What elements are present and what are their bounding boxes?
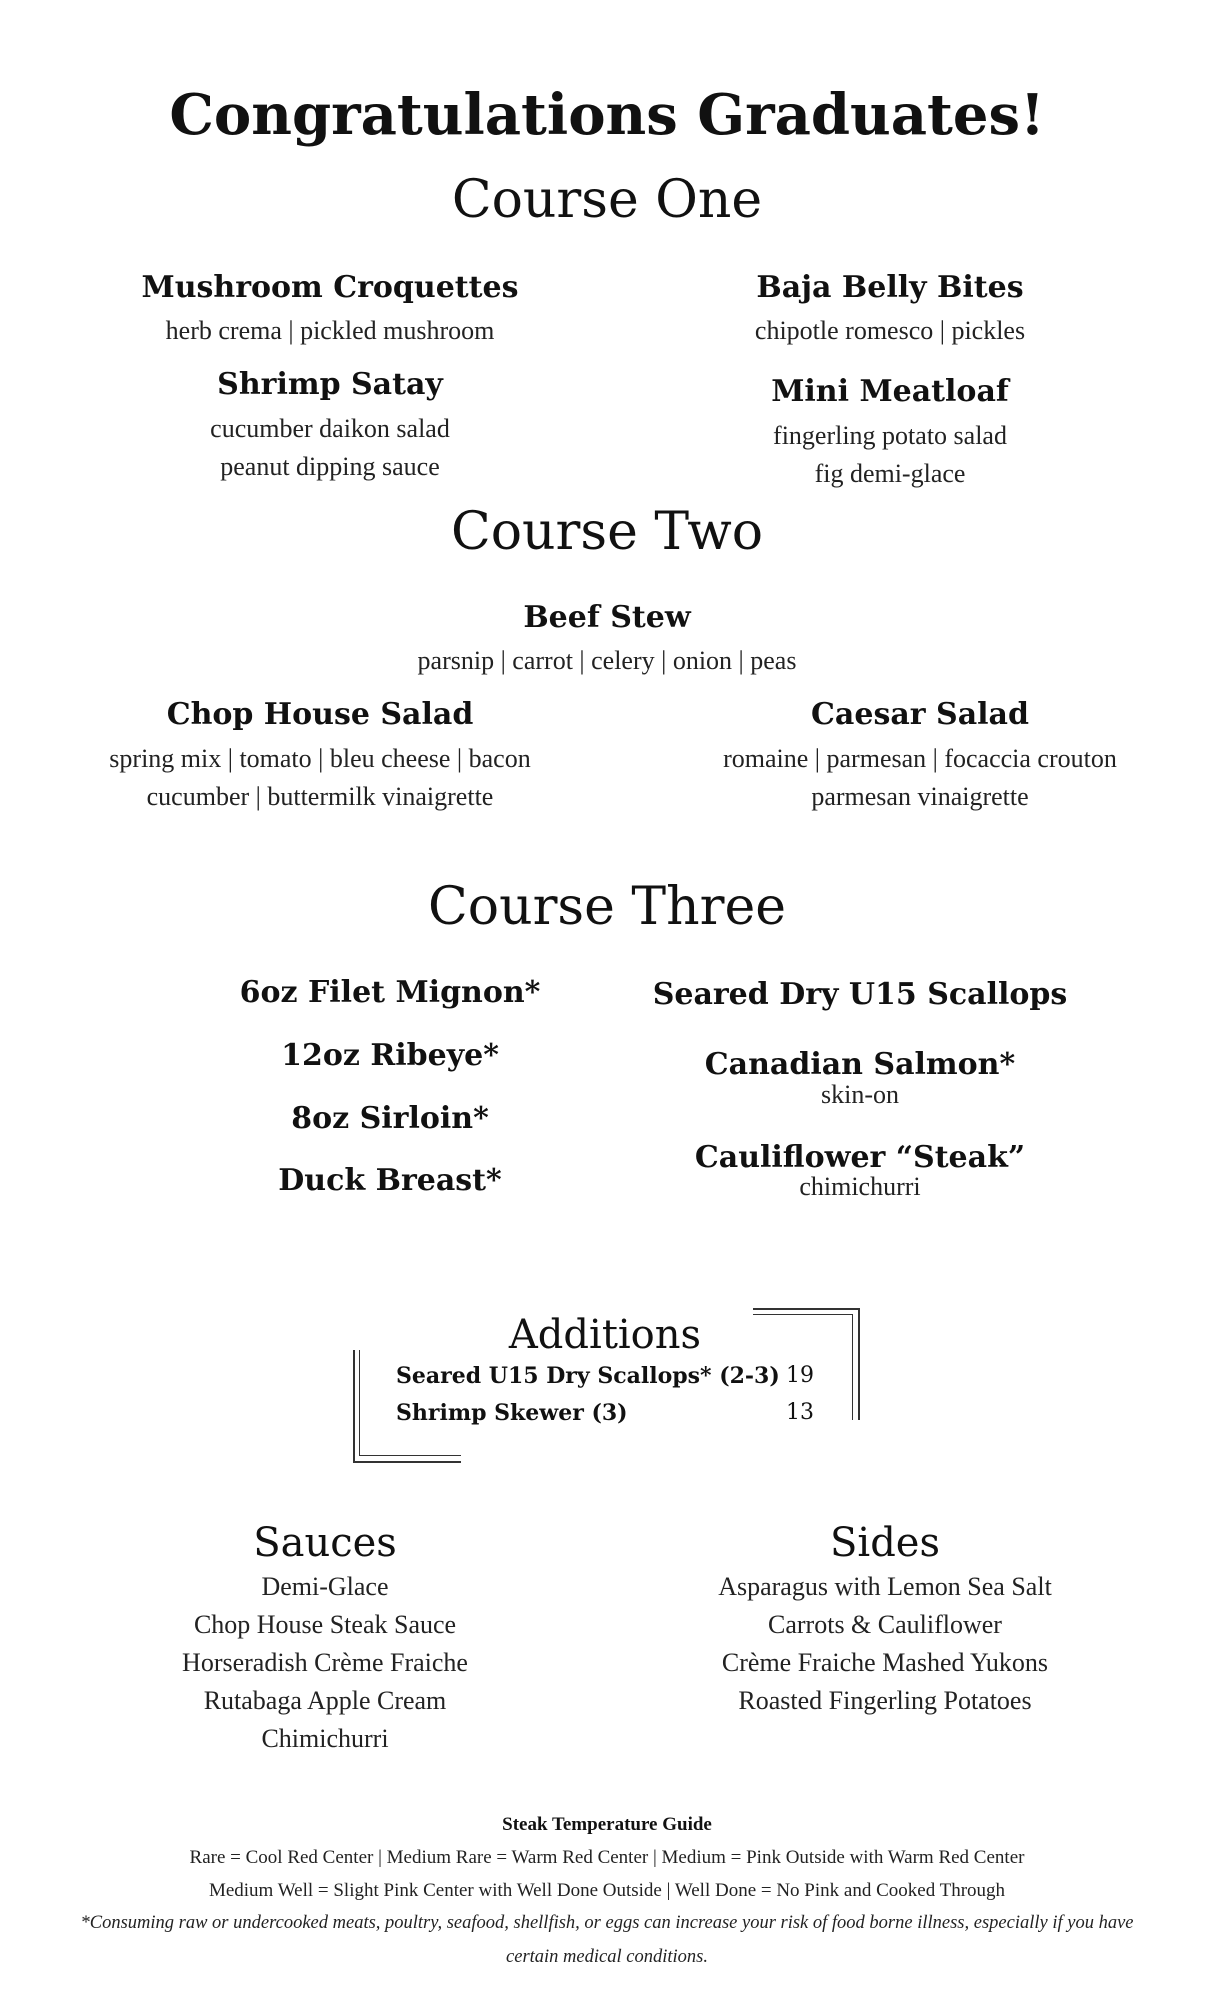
dish-desc: fingerling potato salad bbox=[773, 421, 1007, 450]
temperature-guide-line: Medium Well = Slight Pink Center with Well Done Outside | Well Done = No Pink and Cooked Through bbox=[208, 1880, 1006, 1901]
dish-name: Cauliflower “Steak” bbox=[694, 1140, 1026, 1175]
dish-name: Mushroom Croquettes bbox=[141, 270, 519, 305]
dish-name: Mini Meatloaf bbox=[771, 374, 1009, 409]
dish-desc: fig demi-glace bbox=[814, 459, 966, 488]
dish-name: Chop House Salad bbox=[166, 697, 474, 732]
sauces-heading: Sauces bbox=[253, 1520, 397, 1566]
sauce-item: Chop House Steak Sauce bbox=[193, 1610, 457, 1639]
addition-label: Shrimp Skewer (3) bbox=[396, 1400, 628, 1426]
dish-name: 6oz Filet Mignon* bbox=[239, 975, 541, 1010]
dish-name: Canadian Salmon* bbox=[704, 1047, 1016, 1082]
dish-name: Beef Stew bbox=[523, 600, 691, 635]
dish-desc: peanut dipping sauce bbox=[220, 452, 440, 481]
temperature-guide-line: Rare = Cool Red Center | Medium Rare = Warm Red Center | Medium = Pink Outside with Warm Red Center bbox=[189, 1847, 1025, 1868]
side-item: Roasted Fingerling Potatoes bbox=[738, 1686, 1032, 1715]
dish-name: Shrimp Satay bbox=[217, 367, 443, 402]
sauce-item: Rutabaga Apple Cream bbox=[203, 1686, 447, 1715]
dish-desc: romaine | parmesan | focaccia crouton bbox=[723, 744, 1117, 773]
dish-name: 8oz Sirloin* bbox=[291, 1101, 489, 1136]
dish-desc: chipotle romesco | pickles bbox=[754, 316, 1026, 345]
addition-label: Seared U15 Dry Scallops* (2-3) bbox=[396, 1363, 780, 1389]
sauce-item: Chimichurri bbox=[261, 1724, 389, 1753]
dish-desc: cucumber daikon salad bbox=[210, 414, 450, 443]
sides-heading: Sides bbox=[830, 1520, 940, 1566]
page-title: Congratulations Graduates! bbox=[169, 82, 1045, 148]
side-item: Carrots & Cauliflower bbox=[768, 1610, 1002, 1639]
sauce-item: Demi-Glace bbox=[261, 1572, 389, 1601]
side-item: Crème Fraiche Mashed Yukons bbox=[721, 1648, 1049, 1677]
dish-desc: spring mix | tomato | bleu cheese | bacon bbox=[109, 744, 531, 773]
side-item: Asparagus with Lemon Sea Salt bbox=[718, 1572, 1052, 1601]
dish-desc: parmesan vinaigrette bbox=[811, 782, 1029, 811]
course-three-heading: Course Three bbox=[427, 877, 786, 937]
dish-desc: parsnip | carrot | celery | onion | peas bbox=[417, 646, 797, 675]
dish-name: Seared Dry U15 Scallops bbox=[652, 977, 1068, 1012]
food-safety-disclaimer: *Consuming raw or undercooked meats, poultry, seafood, shellfish, or eggs can increase your risk of food borne illness, especially if you have certain medical conditions. bbox=[80, 1913, 1134, 1967]
addition-price: 13 bbox=[786, 1400, 814, 1425]
course-two-heading: Course Two bbox=[450, 502, 764, 562]
dish-name: Caesar Salad bbox=[811, 697, 1029, 732]
course-one-heading: Course One bbox=[451, 170, 763, 230]
addition-price: 19 bbox=[786, 1363, 814, 1388]
dish-desc: chimichurri bbox=[799, 1172, 921, 1201]
dish-name: Baja Belly Bites bbox=[756, 270, 1024, 305]
dish-desc: herb crema | pickled mushroom bbox=[165, 316, 495, 345]
dish-desc: cucumber | buttermilk vinaigrette bbox=[146, 782, 494, 811]
temperature-guide-title: Steak Temperature Guide bbox=[502, 1814, 712, 1835]
additions-heading: Additions bbox=[508, 1312, 702, 1358]
sauce-item: Horseradish Crème Fraiche bbox=[182, 1648, 468, 1677]
dish-desc: skin-on bbox=[821, 1080, 899, 1109]
dish-name: 12oz Ribeye* bbox=[281, 1038, 499, 1073]
dish-name: Duck Breast* bbox=[278, 1163, 502, 1198]
